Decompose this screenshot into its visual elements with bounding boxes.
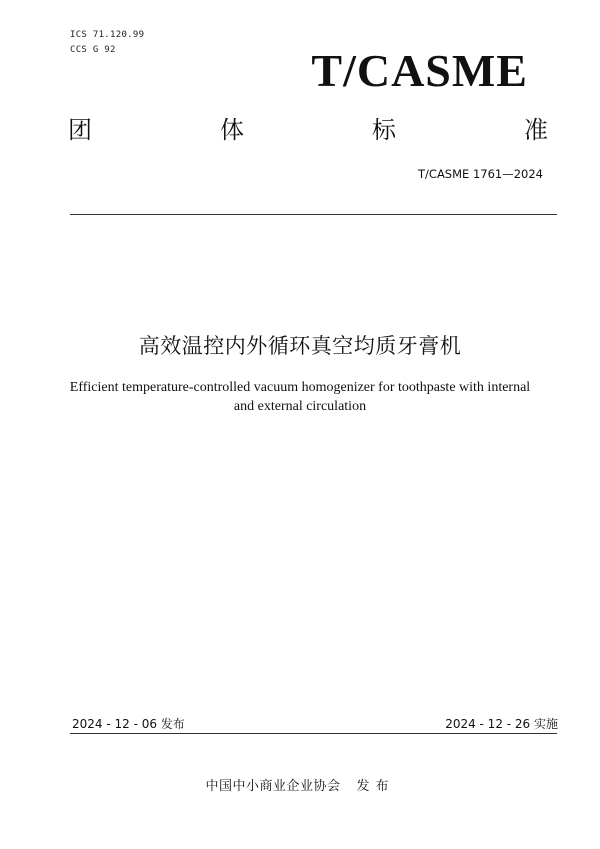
standard-type-heading	[68, 118, 548, 142]
publisher-organization: 中国中小商业企业协会	[205, 779, 341, 794]
top-divider	[70, 214, 557, 215]
standard-type-char-4: 准	[524, 116, 548, 144]
standard-type-char-3: 标	[372, 116, 396, 144]
implementation-date: 2024 - 12 - 26 实施	[445, 717, 558, 731]
ccs-code: CCS G 92	[70, 45, 116, 55]
title-english	[40, 378, 560, 416]
organization-logo-text: T/CASME	[311, 45, 528, 96]
title-english-line-1: Efficient temperature-controlled vacuum homogenizer for toothpaste with internal	[69, 380, 531, 395]
publisher-line	[0, 775, 600, 794]
standard-type-char-2: 体	[220, 116, 244, 144]
issue-date: 2024 - 12 - 06 发布	[72, 717, 185, 731]
bottom-divider	[70, 733, 557, 734]
standard-type-char-1: 团	[68, 116, 92, 144]
title-english-line-2: and external circulation	[233, 399, 367, 414]
title-chinese: 高效温控内外循环真空均质牙膏机	[138, 334, 462, 358]
publisher-action: 发布	[356, 779, 395, 794]
standard-number: T/CASME 1761—2024	[418, 167, 543, 181]
ics-code: ICS 71.120.99	[70, 30, 145, 40]
